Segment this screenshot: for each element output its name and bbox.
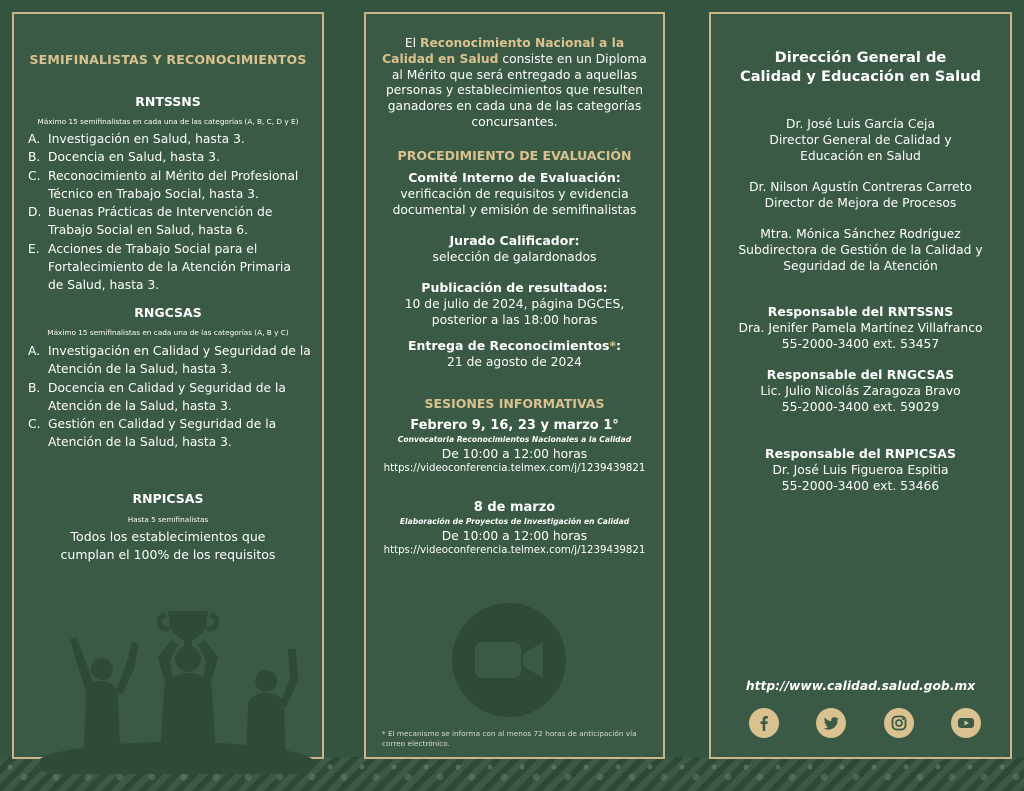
video-camera-icon [451, 602, 567, 718]
results-block: Publicación de resultados: 10 de julio de 2024, página DGCES, posterior a las 18:00 horas [404, 280, 625, 327]
contact-rnpicsas: Responsable del RNPICSAS Dr. José Luis Figueroa Espitia 55-2000-3400 ext. 53466 [765, 446, 956, 493]
jury-block: Jurado Calificador: selección de galardonados [432, 233, 597, 264]
panel-procedure [364, 12, 665, 759]
rnpicsas-note: Hasta 5 semifinalistas [127, 515, 209, 524]
intro-paragraph: El Reconocimiento Nacional a la Calidad en Salud consiste en un Diploma al Mérito que será entregado a aquellas personas y establecimientos que resulten ganadores en cada una de las categorías concursantes. [382, 36, 647, 129]
session-1-link[interactable]: https://videoconferencia.telmex.com/j/1239439821 [383, 463, 646, 474]
sessions-heading: SESIONES INFORMATIVAS [424, 396, 605, 411]
person-subdirector: Mtra. Mónica Sánchez Rodríguez Subdirectora de Gestión de la Calidad y Seguridad de la Atención [738, 227, 983, 273]
rngcsas-heading: RNGCSAS [134, 305, 202, 320]
rntssns-list [28, 130, 320, 295]
rntssns-heading: RNTSSNS [135, 94, 201, 109]
rngcsas-list [28, 342, 320, 452]
youtube-icon[interactable] [951, 708, 981, 738]
organization-title: Dirección General de Calidad y Educación en Salud [740, 49, 981, 85]
procedure-heading: PROCEDIMIENTO DE EVALUACIÓN [397, 148, 632, 163]
rnpicsas-heading: RNPICSAS [132, 491, 204, 506]
panel-directory [709, 12, 1012, 759]
instagram-icon[interactable] [884, 708, 914, 738]
session-2-link[interactable]: https://videoconferencia.telmex.com/j/1239439821 [383, 545, 646, 556]
footnote: * El mecanismo se informa con al menos 72 horas de anticipación vía correo electrónico. [382, 729, 637, 748]
rnpicsas-text: Todos los establecimientos que cumplan el 100% de los requisitos [60, 529, 276, 562]
trophy-winners-illustration [40, 599, 324, 774]
social-icons [749, 708, 981, 738]
award-name: Reconocimiento Nacional a la Calidad en Salud [382, 36, 625, 66]
facebook-icon[interactable] [749, 708, 779, 738]
list-item: E. Acciones de Trabajo Social para el Fortalecimiento de la Atención Primaria de Salud, hasta 3. [28, 241, 291, 293]
person-director-general: Dr. José Luis García Ceja Director General de Calidad y Educación en Salud [769, 117, 952, 163]
delivery-block: Entrega de Reconocimientos*: 21 de agosto de 2024 [407, 338, 622, 369]
list-item: A. Investigación en Salud, hasta 3. [28, 132, 245, 146]
list-item: A. Investigación en Calidad y Seguridad de la Atención de la Salud, hasta 3. [28, 344, 311, 377]
session-1: Febrero 9, 16, 23 y marzo 1° Convocatoria Reconocimientos Nacionales a la Calidad De 10:00 a 12:00 horas https://videoconferencia.telmex.com/j/1239439821 [366, 418, 663, 476]
contact-rntssns: Responsable del RNTSSNS Dra. Jenifer Pamela Martínez Villafranco 55-2000-3400 ext. 53457 [738, 304, 983, 351]
website-link[interactable]: http://www.calidad.salud.gob.mx [745, 679, 976, 693]
contact-rngcsas: Responsable del RNGCSAS Lic. Julio Nicolás Zaragoza Bravo 55-2000-3400 ext. 59029 [760, 367, 961, 414]
rngcsas-note: Máximo 15 semifinalistas en cada una de las categorías (A, B y C) [47, 328, 289, 337]
session-2: 8 de marzo Elaboración de Proyectos de Investigación en Calidad De 10:00 a 12:00 horas https://videoconferencia.telmex.com/j/1239439821 [366, 500, 663, 558]
committee-block: Comité Interno de Evaluación: verificación de requisitos y evidencia documental y emisión de semifinalistas [392, 170, 637, 217]
list-item: C. Gestión en Calidad y Seguridad de la Atención de la Salud, hasta 3. [28, 417, 277, 450]
list-item: D. Buenas Prácticas de Intervención de Trabajo Social en Salud, hasta 6. [28, 205, 273, 238]
twitter-icon[interactable] [816, 708, 846, 738]
panel-semifinalists [12, 12, 324, 759]
list-item: C. Reconocimiento al Mérito del Profesional Técnico en Trabajo Social, hasta 3. [28, 168, 299, 201]
list-item: B. Docencia en Calidad y Seguridad de la Atención de la Salud, hasta 3. [28, 380, 286, 413]
panel1-title: SEMIFINALISTAS Y RECONOCIMIENTOS [29, 52, 307, 67]
person-director-processes: Dr. Nilson Agustín Contreras Carreto Director de Mejora de Procesos [749, 180, 972, 210]
rntssns-note: Máximo 15 semifinalistas en cada una de las categorías (A, B, C, D y E) [37, 117, 299, 126]
list-item: B. Docencia en Salud, hasta 3. [28, 150, 220, 165]
